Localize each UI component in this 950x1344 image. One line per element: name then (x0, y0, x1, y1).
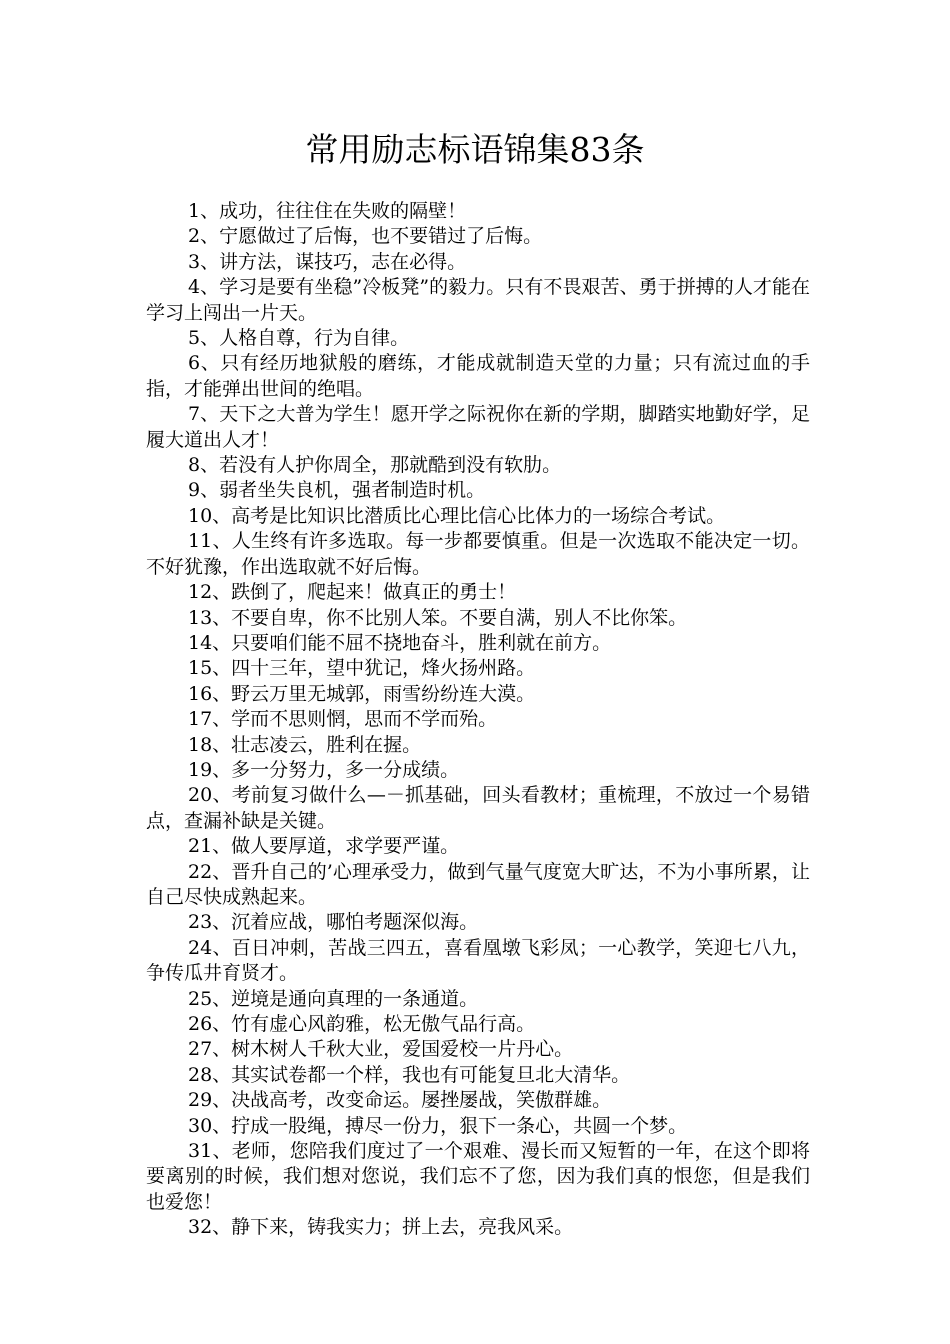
list-item: 18、壮志凌云，胜利在握。 (188, 733, 422, 756)
list-item: 14、只要咱们能不屈不挠地奋斗，胜利就在前方。 (188, 631, 612, 654)
list-item: 1、成功，往往住在失败的隔壁！ (188, 200, 467, 222)
list-item: 11、人生终有许多选取。每一步都要慎重。但是一次选取不能决定一切。不好犹豫，作出选取就不好后悔。 (146, 530, 810, 578)
list-item: 9、弱者坐失良机，强者制造时机。 (188, 479, 486, 502)
list-item: 8、若没有人护你周全，那就酷到没有软肋。 (188, 454, 562, 477)
list-item: 25、逆境是通向真理的一条通道。 (188, 987, 479, 1010)
list-item: 20、考前复习做什么—－抓基础，回头看教材；重梳理，不放过一个易错点，查漏补缺是关键。 (146, 784, 810, 832)
list-item: 7、天下之大普为学生！愿开学之际祝你在新的学期，脚踏实地勤好学，足履大道出人才！ (146, 403, 810, 451)
list-item: 24、百日冲刺，苦战三四五，喜看凰墩飞彩凤；一心教学，笑迎七八九，争传瓜井育贤才。 (146, 936, 810, 985)
slogan-list (146, 199, 810, 1241)
list-item: 22、晋升自己的’心理承受力，做到气量气度宽大旷达，不为小事所累，让自己尽快成熟起来。 (146, 860, 810, 908)
list-item: 15、四十三年，望中犹记，烽火扬州路。 (188, 657, 536, 680)
list-item: 26、竹有虚心风韵雅，松无傲气品行高。 (188, 1013, 536, 1035)
list-item: 16、野云万里无城郭，雨雪纷纷连大漠。 (188, 682, 536, 705)
list-item: 21、做人要厚道，求学要严谨。 (188, 835, 460, 858)
list-item: 17、学而不思则惘，思而不学而殆。 (188, 708, 498, 731)
list-item: 19、多一分努力，多一分成绩。 (188, 758, 460, 781)
list-item: 3、讲方法，谋技巧，志在必得。 (188, 250, 467, 273)
list-item: 6、只有经历地狱般的磨练，才能成就制造天堂的力量；只有流过血的手指，才能弹出世间的绝唱。 (146, 352, 810, 400)
list-item: 4、学习是要有坐稳”冷板凳”的毅力。只有不畏艰苦、勇于拼搏的人才能在学习上闯出一片天。 (146, 276, 810, 324)
list-item: 28、其实试卷都一个样，我也有可能复旦北大清华。 (188, 1063, 631, 1086)
list-item: 5、人格自尊，行为自律。 (188, 327, 410, 350)
list-item: 29、决战高考，改变命运。屡挫屡战，笑傲群雄。 (188, 1089, 612, 1112)
list-item: 31、老师，您陪我们度过了一个艰难、漫长而又短暂的一年，在这个即将要离别的时候，我们想对您说，我们忘不了您，因为我们真的恨您，但是我们也爱您！ (146, 1140, 810, 1213)
list-item: 2、宁愿做过了后悔，也不要错过了后悔。 (188, 225, 543, 248)
list-item: 27、树木树人千秋大业，爱国爱校一片丹心。 (188, 1038, 574, 1061)
list-item: 30、拧成一股绳，搏尽一份力，狠下一条心，共圆一个梦。 (188, 1114, 688, 1137)
list-item: 12、跌倒了，爬起来！做真正的勇士！ (188, 581, 517, 604)
list-item: 23、沉着应战，哪怕考题深似海。 (188, 911, 479, 934)
list-item: 32、静下来，铸我实力；拼上去，亮我风采。 (188, 1216, 574, 1239)
page-title: 常用励志标语锦集83条 (305, 130, 645, 169)
list-item: 10、高考是比知识比潜质比心理比信心比体力的一场综合考试。 (188, 504, 726, 527)
list-item: 13、不要自卑，你不比别人笨。不要自满，别人不比你笨。 (188, 606, 688, 629)
